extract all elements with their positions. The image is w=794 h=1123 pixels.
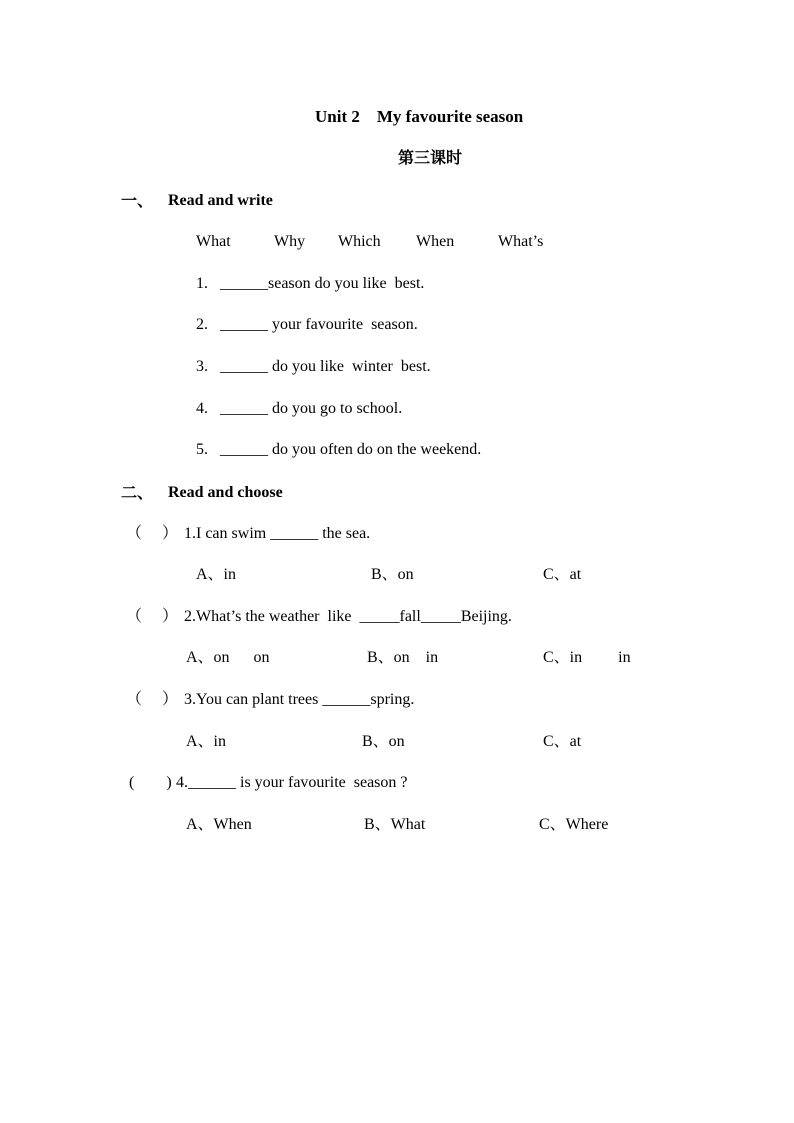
word-bank-which: Which xyxy=(338,233,381,250)
question-text: 2.What’s the weather like _____fall_____Beijing. xyxy=(184,608,512,625)
option-c: C、at xyxy=(543,566,582,583)
word-bank-what: What xyxy=(196,233,231,250)
fill-item-number: 5. xyxy=(196,441,208,458)
question-text: 4.______ is your favourite season ? xyxy=(176,774,408,791)
question-text: 1.I can swim ______ the sea. xyxy=(184,525,371,542)
answer-bracket: （ ） xyxy=(126,525,179,542)
option-b: B、What xyxy=(364,816,426,833)
fill-item-text: ______season do you like best. xyxy=(220,275,425,292)
fill-item-number: 3. xyxy=(196,358,208,375)
option-a: A、in xyxy=(186,733,227,750)
option-c: C、at xyxy=(543,733,582,750)
word-bank-why: Why xyxy=(274,233,306,250)
option-c: C、in in xyxy=(543,649,631,666)
question-text: 3.You can plant trees ______spring. xyxy=(184,691,415,708)
answer-bracket: （ ） xyxy=(126,691,179,708)
lesson-label: 第三课时 xyxy=(398,148,463,167)
page-title: Unit 2 My favourite season xyxy=(315,107,524,126)
option-b: B、on xyxy=(371,566,414,583)
option-c: C、Where xyxy=(539,816,609,833)
option-a: A、in xyxy=(196,566,237,583)
fill-item-number: 1. xyxy=(196,275,208,292)
section-1-number: 一、 xyxy=(121,191,154,210)
option-a: A、When xyxy=(186,816,252,833)
option-b: B、on in xyxy=(367,649,439,666)
fill-item-text: ______ your favourite season. xyxy=(220,316,418,333)
fill-item-text: ______ do you go to school. xyxy=(220,400,403,417)
answer-bracket: ( ) xyxy=(129,774,172,791)
fill-item-number: 2. xyxy=(196,316,208,333)
fill-item-number: 4. xyxy=(196,400,208,417)
section-2-number: 二、 xyxy=(121,483,154,502)
option-a: A、on on xyxy=(186,649,270,666)
section-2-heading: Read and choose xyxy=(168,484,283,501)
section-1-heading: Read and write xyxy=(168,192,273,209)
option-b: B、on xyxy=(362,733,405,750)
fill-item-text: ______ do you often do on the weekend. xyxy=(220,441,482,458)
answer-bracket: （ ） xyxy=(126,608,179,625)
word-bank-whats: What’s xyxy=(498,233,544,250)
fill-item-text: ______ do you like winter best. xyxy=(220,358,431,375)
word-bank-when: When xyxy=(416,233,455,250)
